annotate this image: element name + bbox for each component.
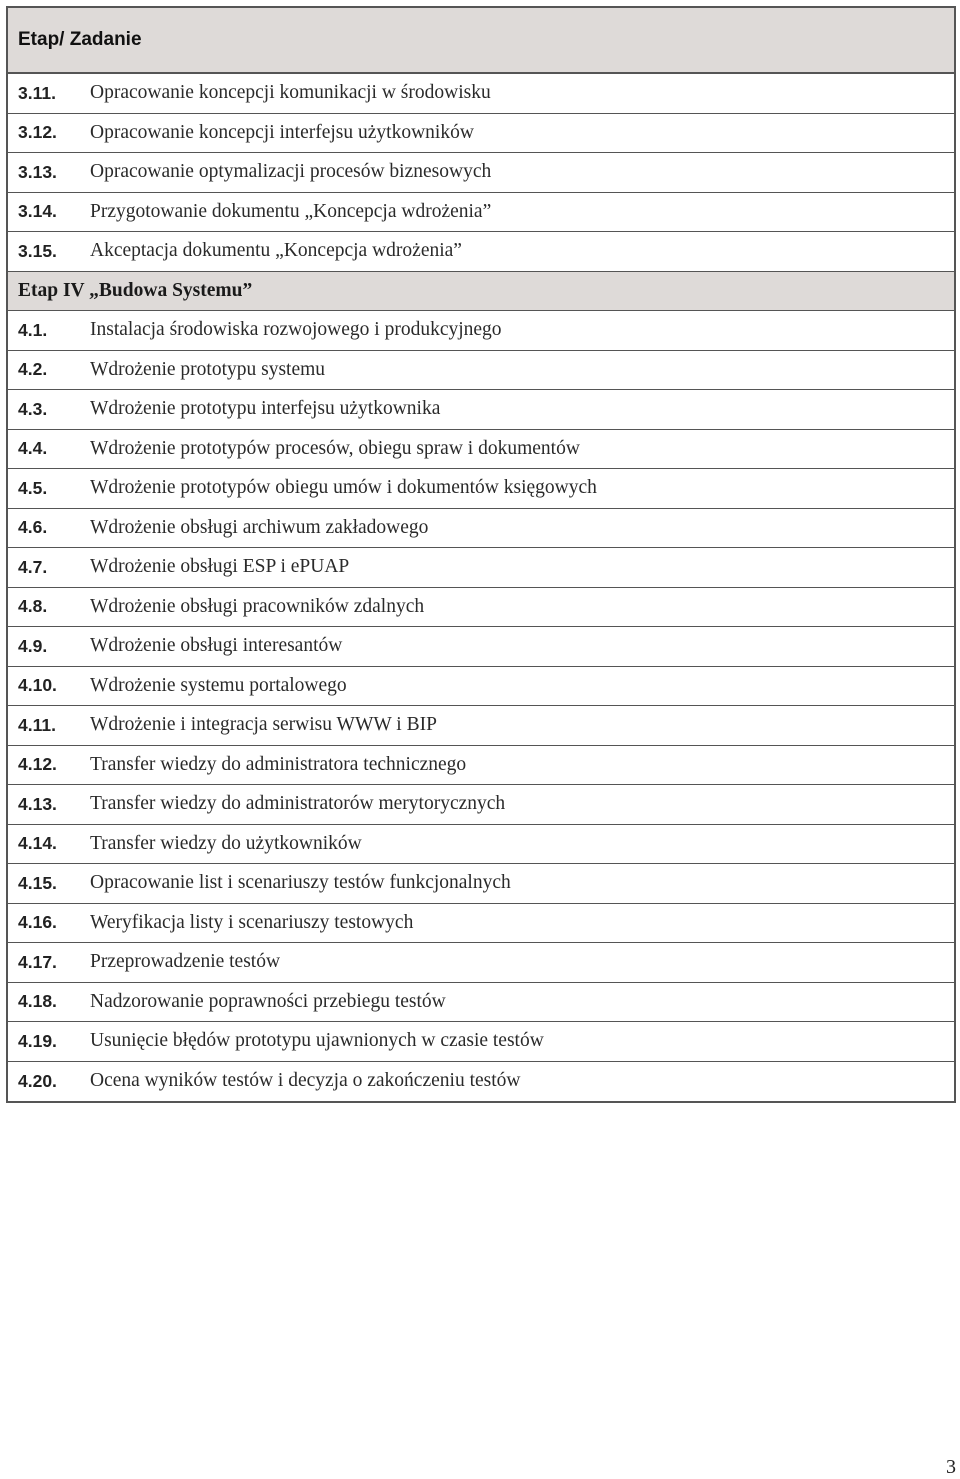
task-number: 4.7. (18, 556, 48, 577)
task-description: Opracowanie list i scenariuszy testów funkcjonalnych (90, 872, 511, 894)
table-row (8, 904, 954, 944)
task-number: 4.9. (18, 635, 48, 656)
table-row (8, 864, 954, 904)
task-number: 4.2. (18, 359, 48, 380)
table-row (8, 667, 954, 707)
task-number: 3.15. (18, 240, 57, 261)
task-number: 4.17. (18, 951, 57, 972)
table-body (8, 74, 954, 1101)
task-description: Wdrożenie systemu portalowego (90, 674, 347, 696)
task-description: Opracowanie optymalizacji procesów biznesowych (90, 161, 492, 183)
table-row (8, 74, 954, 114)
task-number: 4.5. (18, 477, 48, 498)
table-row (8, 351, 954, 391)
table-row (8, 509, 954, 549)
table-row (8, 943, 954, 983)
task-number: 4.10. (18, 675, 57, 696)
table-row (8, 114, 954, 154)
task-number: 4.12. (18, 754, 57, 775)
task-description: Nadzorowanie poprawności przebiegu testów (90, 990, 446, 1012)
task-number: 4.8. (18, 596, 48, 617)
table-row (8, 232, 954, 272)
task-table (6, 6, 956, 1103)
task-number: 4.14. (18, 833, 57, 854)
task-description: Wdrożenie i integracja serwisu WWW i BIP (90, 714, 437, 736)
task-number: 4.13. (18, 793, 57, 814)
stage-heading-row: Etap IV „Budowa Systemu” (8, 272, 954, 312)
task-description: Transfer wiedzy do administratora technicznego (90, 753, 467, 775)
table-row (8, 627, 954, 667)
table-row (8, 588, 954, 628)
task-number: 4.18. (18, 991, 57, 1012)
task-description: Ocena wyników testów i decyzja o zakończeniu testów (90, 1070, 521, 1092)
task-description: Wdrożenie obsługi interesantów (90, 635, 343, 657)
task-description: Wdrożenie prototypów procesów, obiegu spraw i dokumentów (90, 437, 580, 459)
task-description: Wdrożenie prototypu systemu (90, 358, 326, 380)
task-description: Weryfikacja listy i scenariuszy testowych (90, 911, 414, 933)
task-description: Przeprowadzenie testów (90, 951, 281, 973)
table-row (8, 548, 954, 588)
table-row (8, 1062, 954, 1102)
task-description: Wdrożenie prototypu interfejsu użytkownika (90, 398, 441, 420)
task-number: 4.20. (18, 1070, 57, 1091)
task-number: 3.12. (18, 122, 57, 143)
page-number: 3 (946, 1456, 956, 1478)
table-row (8, 430, 954, 470)
task-number: 3.13. (18, 161, 57, 182)
table-row (8, 469, 954, 509)
task-description: Wdrożenie prototypów obiegu umów i dokumentów księgowych (90, 477, 597, 499)
task-description: Opracowanie koncepcji komunikacji w środowisku (90, 82, 491, 104)
task-number: 4.4. (18, 438, 48, 459)
table-row (8, 153, 954, 193)
task-number: 4.16. (18, 912, 57, 933)
table-row (8, 706, 954, 746)
task-description: Transfer wiedzy do użytkowników (90, 832, 362, 854)
task-description: Instalacja środowiska rozwojowego i produkcyjnego (90, 319, 502, 341)
table-row (8, 746, 954, 786)
task-number: 4.11. (18, 714, 56, 735)
task-description: Wdrożenie obsługi archiwum zakładowego (90, 516, 429, 538)
task-description: Usunięcie błędów prototypu ujawnionych w czasie testów (90, 1030, 544, 1052)
task-number: 4.15. (18, 872, 57, 893)
task-number: 4.1. (18, 319, 48, 340)
task-description: Opracowanie koncepcji interfejsu użytkowników (90, 121, 474, 143)
table-header: Etap/ Zadanie (8, 8, 954, 74)
task-description: Akceptacja dokumentu „Koncepcja wdrożenia” (90, 240, 462, 262)
task-number: 4.6. (18, 517, 48, 538)
task-number: 3.11. (18, 82, 56, 103)
table-row (8, 983, 954, 1023)
task-number: 4.3. (18, 398, 48, 419)
table-row (8, 785, 954, 825)
table-row (8, 193, 954, 233)
task-description: Transfer wiedzy do administratorów merytorycznych (90, 793, 506, 815)
table-row (8, 825, 954, 865)
task-description: Wdrożenie obsługi ESP i ePUAP (90, 556, 350, 578)
task-number: 3.14. (18, 201, 57, 222)
table-row (8, 1022, 954, 1062)
table-row (8, 311, 954, 351)
task-description: Wdrożenie obsługi pracowników zdalnych (90, 595, 425, 617)
table-row (8, 390, 954, 430)
task-description: Przygotowanie dokumentu „Koncepcja wdrożenia” (90, 200, 492, 222)
task-number: 4.19. (18, 1030, 57, 1051)
